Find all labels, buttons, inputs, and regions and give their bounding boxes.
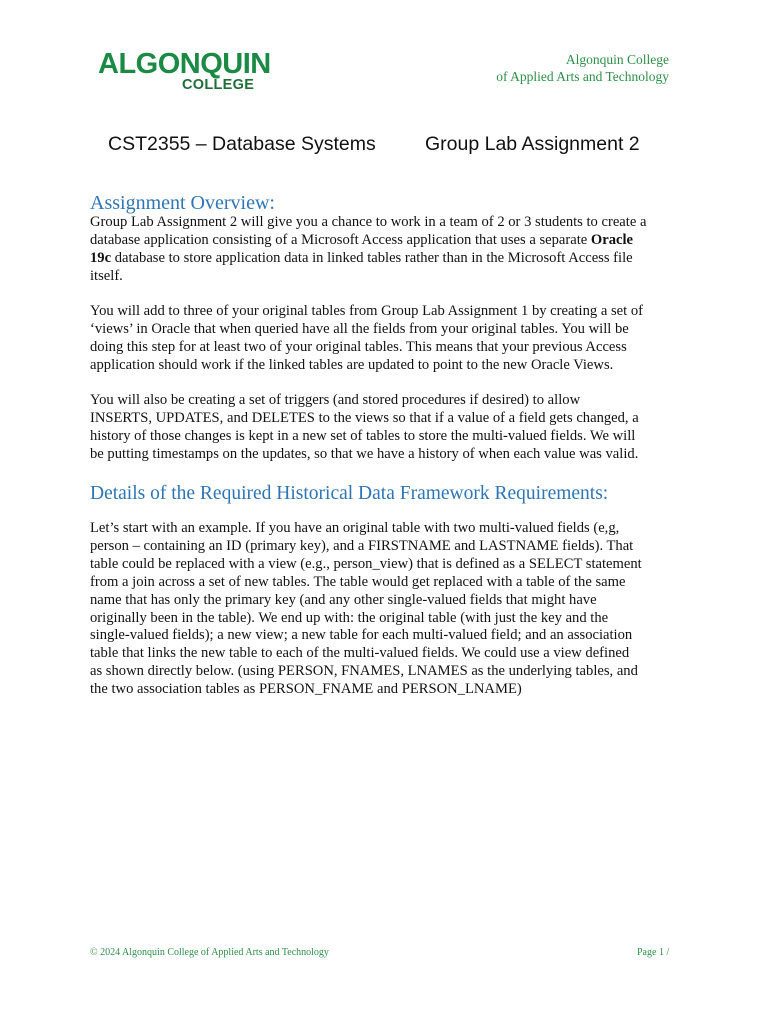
college-name-line1: Algonquin College — [565, 52, 669, 67]
assignment-title: Group Lab Assignment 2 — [425, 133, 640, 155]
text-line: be putting timestamps on the updates, so that we have a history of when each value was valid. — [90, 445, 639, 462]
text-line: doing this step for at least two of your original tables. This means that your previous Access — [90, 338, 627, 355]
text-line: from a join across a set of new tables. The table would get replaced with a table of the same — [90, 573, 626, 590]
footer-copyright: © 2024 Algonquin College of Applied Arts and Technology — [90, 947, 329, 958]
college-name-line2: of Applied Arts and Technology — [496, 69, 669, 84]
text-line — [90, 232, 680, 250]
text-line: history of those changes is kept in a new set of tables to store the multi-valued fields. We will — [90, 427, 636, 444]
footer-page-number: Page 1 / — [637, 947, 670, 958]
text-line: table could be replaced with a view (e.g., person_view) that is defined as a SELECT statement — [90, 555, 642, 572]
details-heading: Details of the Required Historical Data Framework Requirements: — [90, 483, 609, 504]
bold-term: 19c — [90, 249, 112, 266]
text-line: name that has only the primary key (and any other single-valued fields that might have — [90, 591, 597, 608]
bold-term: Oracle — [590, 231, 634, 248]
college-logo — [98, 48, 271, 95]
text-line: Group Lab Assignment 2 will give you a chance to work in a team of 2 or 3 students to create a — [90, 214, 647, 230]
text-line: You will add to three of your original tables from Group Lab Assignment 1 by creating a set of — [90, 303, 643, 319]
text-line: as shown directly below. (using PERSON, FNAMES, LNAMES as the underlying tables, and — [90, 663, 638, 680]
text-line: You will also be creating a set of triggers (and stored procedures if desired) to allow — [90, 392, 581, 408]
logo-subtext: COLLEGE — [182, 77, 255, 93]
overview-paragraph-2 — [90, 303, 680, 375]
text-line: Let’s start with an example. If you have an original table with two multi-valued fields (e,g, — [90, 520, 620, 536]
text-line: INSERTS, UPDATES, and DELETES to the views so that if a value of a field gets changed, a — [90, 409, 639, 426]
details-paragraph — [90, 520, 680, 699]
text-line: person – containing an ID (primary key), and a FIRSTNAME and LASTNAME fields). That — [90, 537, 634, 554]
text-segment: database to store application data in linked tables rather than in the Microsoft Access file — [111, 249, 633, 266]
text-line — [90, 250, 680, 268]
text-line: originally been in the table). We end up with: the original table (with just the key and the — [90, 609, 609, 626]
overview-heading: Assignment Overview: — [90, 192, 275, 214]
text-line: single-valued fields); a new view; a new table for each multi-valued field; and an association — [90, 627, 633, 644]
text-segment: database application consisting of a Microsoft Access application that uses a separate — [90, 231, 591, 248]
college-name — [496, 51, 669, 85]
text-line: application should work if the linked tables are updated to point to the new Oracle Views. — [90, 356, 614, 373]
text-line: the two association tables as PERSON_FNAME and PERSON_LNAME) — [90, 681, 522, 698]
overview-paragraph-1 — [90, 214, 680, 286]
text-line: table that links the new table to each of the multi-valued fields. We could use a view defined — [90, 645, 630, 662]
overview-paragraph-3 — [90, 392, 680, 464]
text-line: ‘views’ in Oracle that when queried have all the fields from your original tables. You will be — [90, 320, 629, 337]
course-title: CST2355 – Database Systems — [108, 133, 376, 155]
logo-wordmark: ALGONQUIN — [98, 48, 271, 80]
text-line: itself. — [90, 267, 123, 284]
